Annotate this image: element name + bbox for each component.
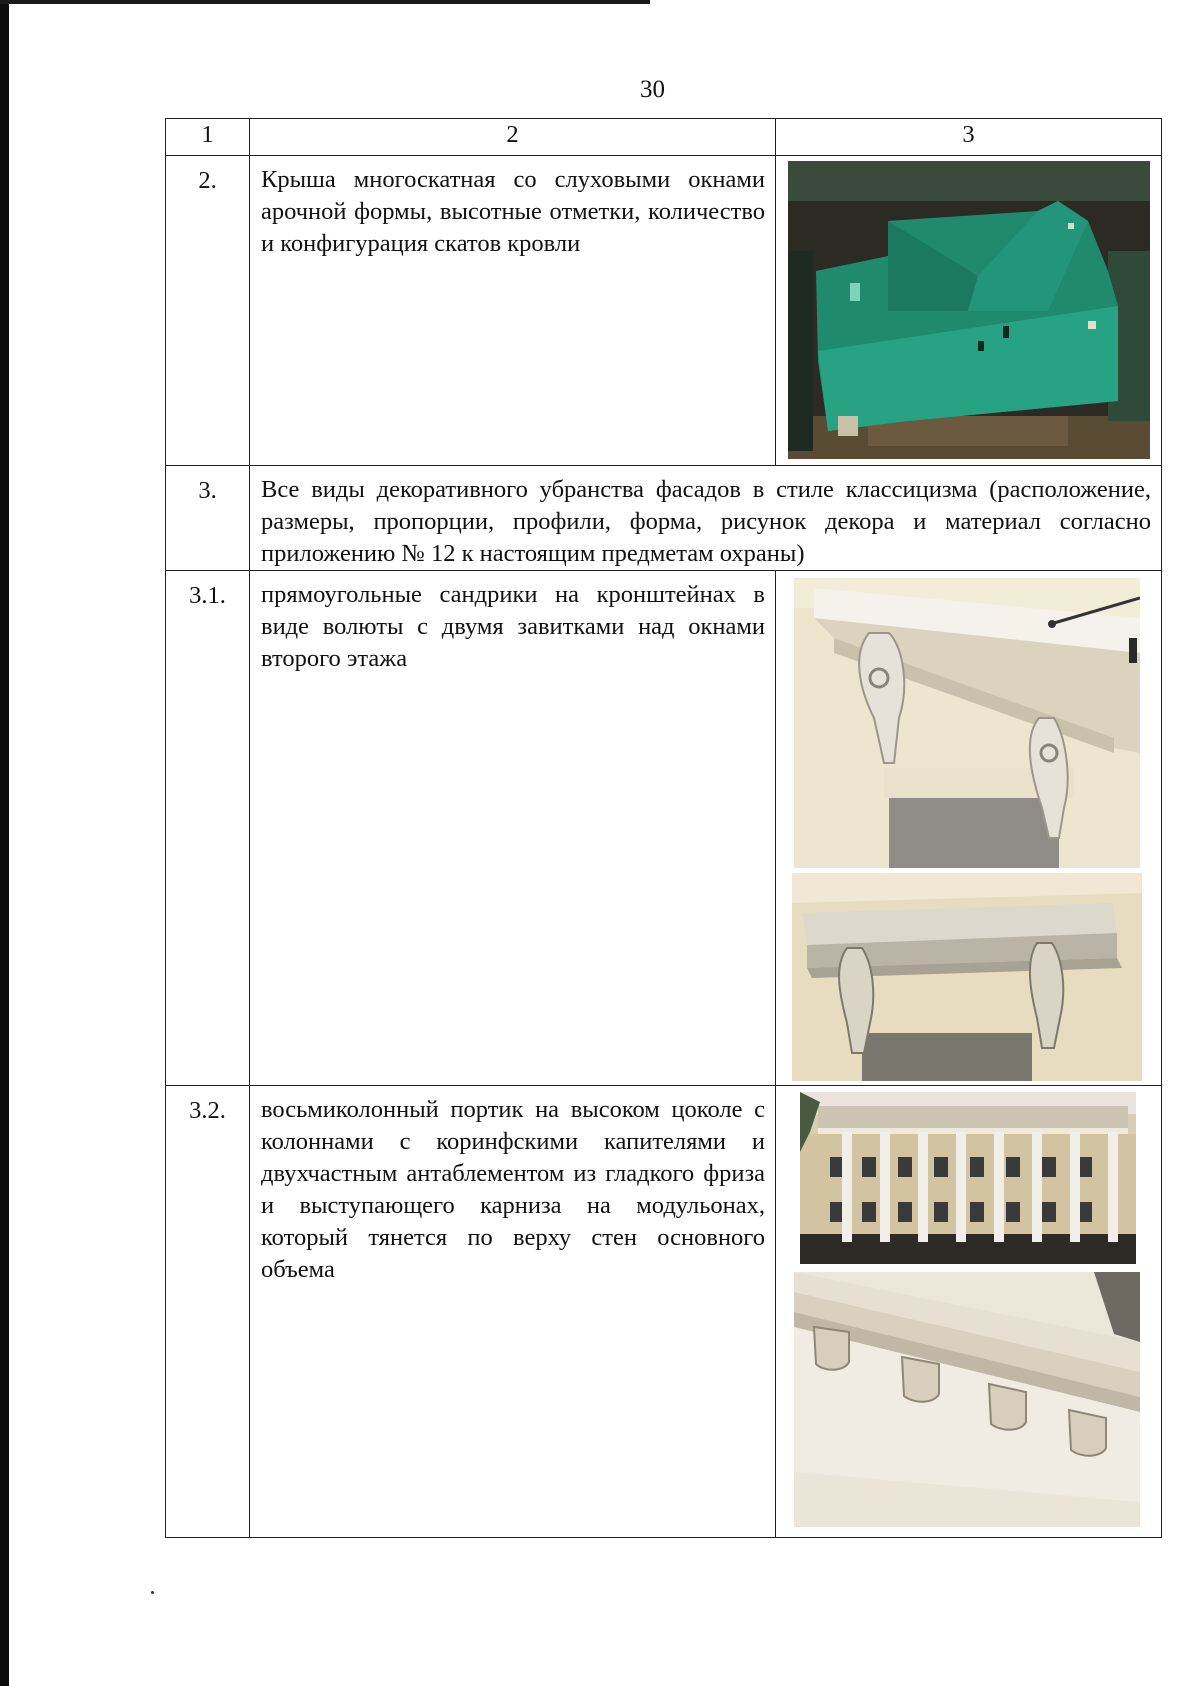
sandrik-photo (792, 873, 1142, 1081)
row-number: 3.1. (166, 571, 250, 1086)
column-header: 2 (250, 119, 776, 156)
table-row (166, 156, 1162, 466)
row-description (250, 571, 776, 1086)
table-header-row (166, 119, 1162, 156)
scan-edge (0, 0, 9, 1686)
row-description (250, 466, 1162, 571)
photo-cell (776, 156, 1162, 466)
table-row (166, 571, 1162, 1086)
row-description (250, 1086, 776, 1538)
portico-photo (800, 1092, 1136, 1264)
column-header: 3 (776, 119, 1162, 156)
table-row (166, 466, 1162, 571)
aerial-roof-photo (788, 161, 1150, 459)
row-number: 3. (166, 466, 250, 571)
heritage-elements-table (165, 118, 1162, 1538)
scan-speck (151, 1591, 154, 1594)
description-text: Крыша многоскатная со слуховыми окнами арочной формы, высотные отметки, количество и конфигурация скатов кровли (261, 166, 765, 257)
description-text: Все виды декоративного убранства фасадов в стиле классицизма (расположение, размеры, пропорции, профили, форма, рисунок декора и материал согласно приложению № 12 к настоящим предметам охраны) (261, 476, 1151, 567)
page-number: 30 (640, 76, 665, 103)
row-number: 3.2. (166, 1086, 250, 1538)
description-text: прямоугольные сандрики на кронштейнах в виде волюты с двумя завитками над окнами второго этажа (261, 581, 765, 672)
sandrik-photo (794, 578, 1140, 868)
scan-edge-top (0, 0, 650, 4)
photo-cell (776, 1086, 1162, 1538)
photo-cell (776, 571, 1162, 1086)
cornice-photo (794, 1272, 1140, 1527)
table-row (166, 1086, 1162, 1538)
description-text: восьмиколонный портик на высоком цоколе с колоннами с коринфскими капителями и двухчастным антаблементом из гладкого фриза и выступающего карниза на модульонах, который тянется по верху стен основного объема (261, 1096, 765, 1283)
row-description (250, 156, 776, 466)
row-number: 2. (166, 156, 250, 466)
column-header: 1 (166, 119, 250, 156)
